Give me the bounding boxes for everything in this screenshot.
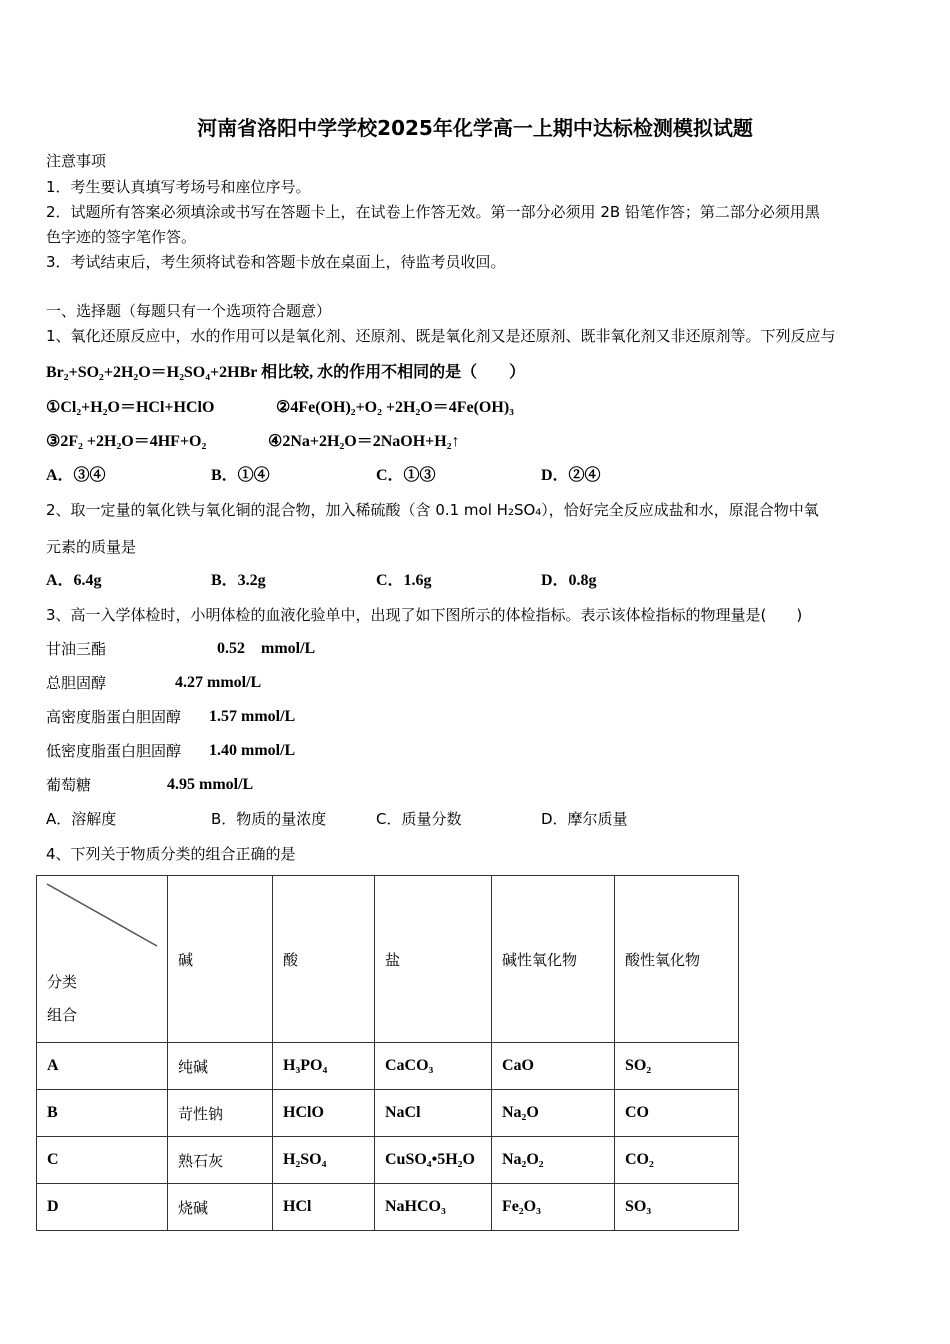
table-cell: Na₂O₂	[492, 1137, 615, 1184]
indicator-name: 甘油三酯	[46, 640, 107, 658]
table-cell: 烧碱	[168, 1184, 273, 1231]
indicator-value: 4.27 mmol/L	[175, 674, 262, 691]
table-cell: SO₃	[615, 1184, 739, 1231]
option: A．③④	[46, 467, 106, 484]
option: C．质量分数	[376, 810, 462, 828]
notice-heading: 注意事项	[46, 152, 107, 170]
indicator-value: 1.40 mmol/L	[209, 742, 296, 759]
option: D．0.8g	[541, 572, 597, 589]
option: A．6.4g	[46, 572, 102, 589]
table-cell: 熟石灰	[168, 1137, 273, 1184]
q1-stem: 1、氧化还原反应中，水的作用可以是氧化剂、还原剂、既是氧化剂又是还原剂、既非氧化剂又非还原剂等。下列反应与	[46, 327, 836, 345]
page-title: 河南省洛阳中学学校2025年化学高一上期中达标检测模拟试题	[197, 116, 753, 140]
table-cell: A	[37, 1043, 168, 1090]
header-cell: 碱	[168, 876, 273, 1043]
header-cell: 酸	[273, 876, 375, 1043]
option: B．3.2g	[211, 572, 266, 589]
header-cell: 盐	[375, 876, 492, 1043]
table-cell: B	[37, 1090, 168, 1137]
q4-stem: 4、下列关于物质分类的组合正确的是	[46, 845, 296, 863]
table-cell: 纯碱	[168, 1043, 273, 1090]
corner-label-bottom: 组合	[47, 1006, 78, 1024]
q1-reaction: ①Cl₂+H₂O＝HCl+HClO	[46, 399, 215, 416]
indicator-name: 高密度脂蛋白胆固醇	[46, 708, 182, 726]
table-row	[37, 1184, 739, 1231]
table-cell: SO₂	[615, 1043, 739, 1090]
table-row	[37, 1090, 739, 1137]
table-cell: CO₂	[615, 1137, 739, 1184]
q1-reaction: ④2Na+2H₂O＝2NaOH+H₂↑	[268, 433, 460, 450]
section-heading: 一、选择题（每题只有一个选项符合题意）	[46, 302, 332, 320]
q2-stem: 2、取一定量的氧化铁与氧化铜的混合物，加入稀硫酸（含 0.1 mol H₂SO₄），恰好完全反应成盐和水，原混合物中氧	[46, 501, 819, 519]
table-cell: CaCO₃	[375, 1043, 492, 1090]
option: B．①④	[211, 467, 270, 484]
indicator-name: 葡萄糖	[46, 776, 92, 794]
indicator-name: 总胆固醇	[46, 674, 107, 692]
indicator-value: 4.95 mmol/L	[167, 776, 254, 793]
notice-item: 1．考生要认真填写考场号和座位序号。	[46, 178, 311, 196]
table-cell: HCl	[273, 1184, 375, 1231]
option: A．溶解度	[46, 810, 117, 828]
table-cell: CuSO₄•5H₂O	[375, 1137, 492, 1184]
table-cell: D	[37, 1184, 168, 1231]
indicator-name: 低密度脂蛋白胆固醇	[46, 742, 182, 760]
indicator-value: 0.52 mmol/L	[217, 640, 316, 657]
header-cell: 酸性氧化物	[615, 876, 739, 1043]
corner-label-top: 分类	[47, 973, 78, 991]
table-row	[37, 1043, 739, 1090]
option: C．①③	[376, 467, 436, 484]
notice-item: 2．试题所有答案必须填涂或书写在答题卡上，在试卷上作答无效。第一部分必须用 2B 铅笔作答；第二部分必须用黑	[46, 203, 820, 221]
table-cell: Fe₂O₃	[492, 1184, 615, 1231]
indicator-value: 1.57 mmol/L	[209, 708, 296, 725]
notice-item: 色字迹的签字笔作答。	[46, 228, 197, 246]
table-cell: CO	[615, 1090, 739, 1137]
table-cell: Na₂O	[492, 1090, 615, 1137]
corner-cell	[37, 876, 168, 1043]
table-cell: CaO	[492, 1043, 615, 1090]
table-cell: NaCl	[375, 1090, 492, 1137]
table-cell: H₂SO₄	[273, 1137, 375, 1184]
header-cell: 碱性氧化物	[492, 876, 615, 1043]
table-cell: HClO	[273, 1090, 375, 1137]
table-cell: H₃PO₄	[273, 1043, 375, 1090]
q1-stem: Br₂+SO₂+2H₂O＝H₂SO₄+2HBr 相比较, 水的作用不相同的是（ ）	[46, 364, 526, 381]
option: B．物质的量浓度	[211, 810, 327, 828]
table-cell: 苛性钠	[168, 1090, 273, 1137]
q3-stem: 3、高一入学体检时，小明体检的血液化验单中，出现了如下图所示的体检指标。表示该体检指标的物理量是( )	[46, 606, 803, 624]
table-row	[37, 1137, 739, 1184]
table-cell: NaHCO₃	[375, 1184, 492, 1231]
q2-stem: 元素的质量是	[46, 538, 137, 556]
q1-reaction: ③2F₂ +2H₂O＝4HF+O₂	[46, 433, 207, 450]
option: C．1.6g	[376, 572, 432, 589]
notice-item: 3．考试结束后，考生须将试卷和答题卡放在桌面上，待监考员收回。	[46, 253, 506, 271]
q1-reaction: ②4Fe(OH)₂+O₂ +2H₂O＝4Fe(OH)₃	[276, 399, 514, 416]
option: D．摩尔质量	[541, 810, 628, 828]
classification-table	[36, 875, 739, 1231]
table-header-row	[37, 876, 739, 1043]
option: D．②④	[541, 467, 601, 484]
table-cell: C	[37, 1137, 168, 1184]
